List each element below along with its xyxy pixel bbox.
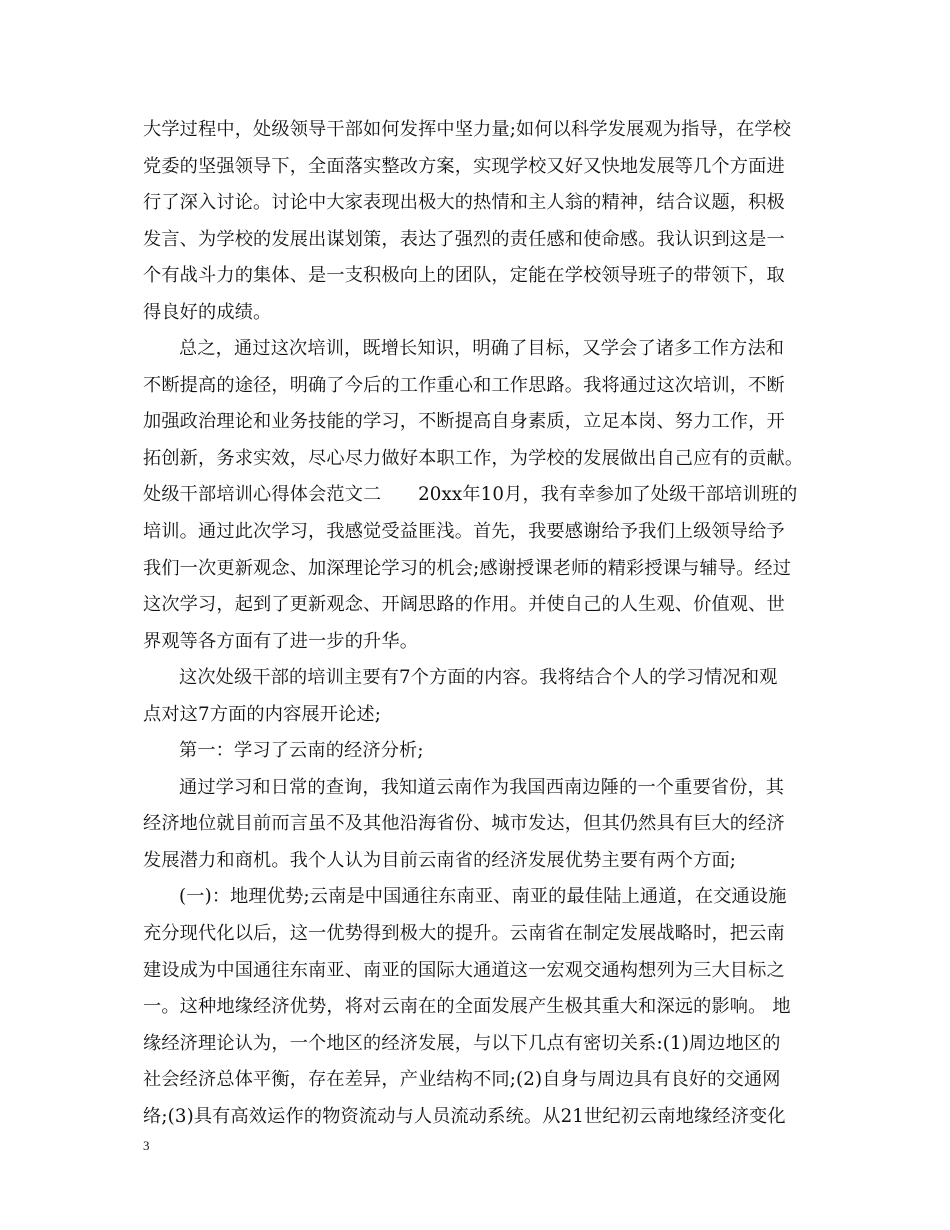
text-line: 一。这种地缘经济优势，将对云南在的全面发展产生极其重大和深远的影响。 地 <box>143 996 791 1018</box>
text-line: 界观等各方面有了进一步的升华。 <box>143 630 419 652</box>
text-line: 发展潜力和商机。我个人认为目前云南省的经济发展优势主要有两个方面; <box>143 849 737 871</box>
text-line: 充分现代化以后，这一优势得到极大的提升。云南省在制定发展战略时，把云南 <box>143 923 785 945</box>
text-line: 个有战斗力的集体、是一支积极向上的团队，定能在学校领导班子的带领下，取 <box>143 265 785 287</box>
text-line: 我们一次更新观念、加深理论学习的机会;感谢授课老师的精彩授课与辅导。经过 <box>143 557 792 579</box>
document-body <box>143 112 813 1135</box>
text-line: 络;(3)具有高效运作的物资流动与人员流动系统。从21世纪初云南地缘经济变化 <box>143 1105 786 1127</box>
text-line: 行了深入讨论。讨论中大家表现出极大的热情和主人翁的精神，结合议题，积极 <box>143 192 785 214</box>
text-line: 第一：学习了云南的经济分析; <box>179 740 424 762</box>
text-line: 社会经济总体平衡，存在差异，产业结构不同;(2)自身与周边具有良好的交通网 <box>143 1069 781 1091</box>
text-line: 培训。通过此次学习，我感觉受益匪浅。首先，我要感谢给予我们上级领导给予 <box>143 521 785 543</box>
text-line: 经济地位就目前而言虽不及其他沿海省份、城市发达，但其仍然具有巨大的经济 <box>143 813 785 835</box>
text-line: 发言、为学校的发展出谋划策，表达了强烈的责任感和使命感。我认识到这是一 <box>143 228 785 250</box>
page-number: 3 <box>143 1138 150 1153</box>
text-line: 大学过程中，处级领导干部如何发挥中坚力量;如何以科学发展观为指导，在学校 <box>143 119 792 140</box>
text-line: 通过学习和日常的查询，我知道云南作为我国西南边陲的一个重要省份，其 <box>179 776 785 798</box>
text-line: 得良好的成绩。 <box>143 301 272 323</box>
text-line: 这次处级干部的培训主要有7个方面的内容。我将结合个人的学习情况和观 <box>179 667 778 689</box>
text-line: 点对这7方面的内容展开论述; <box>143 703 382 725</box>
text-line: 总之，通过这次培训，既增长知识，明确了目标，又学会了诸多工作方法和 <box>179 338 785 360</box>
text-line: 加强政治理论和业务技能的学习，不断提高自身素质，立足本岗、努力工作，开 <box>143 411 785 433</box>
text-line: 这次学习，起到了更新观念、开阔思路的作用。并使自己的人生观、价值观、世 <box>143 594 785 616</box>
text-line: (一)：地理优势;云南是中国通往东南亚、南亚的最佳陆上通道，在交通设施 <box>179 886 787 908</box>
text-line: 处级干部培训心得体会范文二 20xx年10月，我有幸参加了处级干部培训班的 <box>143 484 798 506</box>
text-line: 缘经济理论认为，一个地区的经济发展，与以下几点有密切关系:(1)周边地区的 <box>143 1032 781 1054</box>
text-line: 建设成为中国通往东南亚、南亚的国际大通道这一宏观交通构想列为三大目标之 <box>143 959 785 981</box>
text-line: 不断提高的途径，明确了今后的工作重心和工作思路。我将通过这次培训，不断 <box>143 374 785 396</box>
text-line: 党委的坚强领导下，全面落实整改方案，实现学校又好又快地发展等几个方面进 <box>143 155 785 177</box>
text-line: 拓创新，务求实效，尽心尽力做好本职工作，为学校的发展做出自己应有的贡献。 <box>143 447 804 469</box>
